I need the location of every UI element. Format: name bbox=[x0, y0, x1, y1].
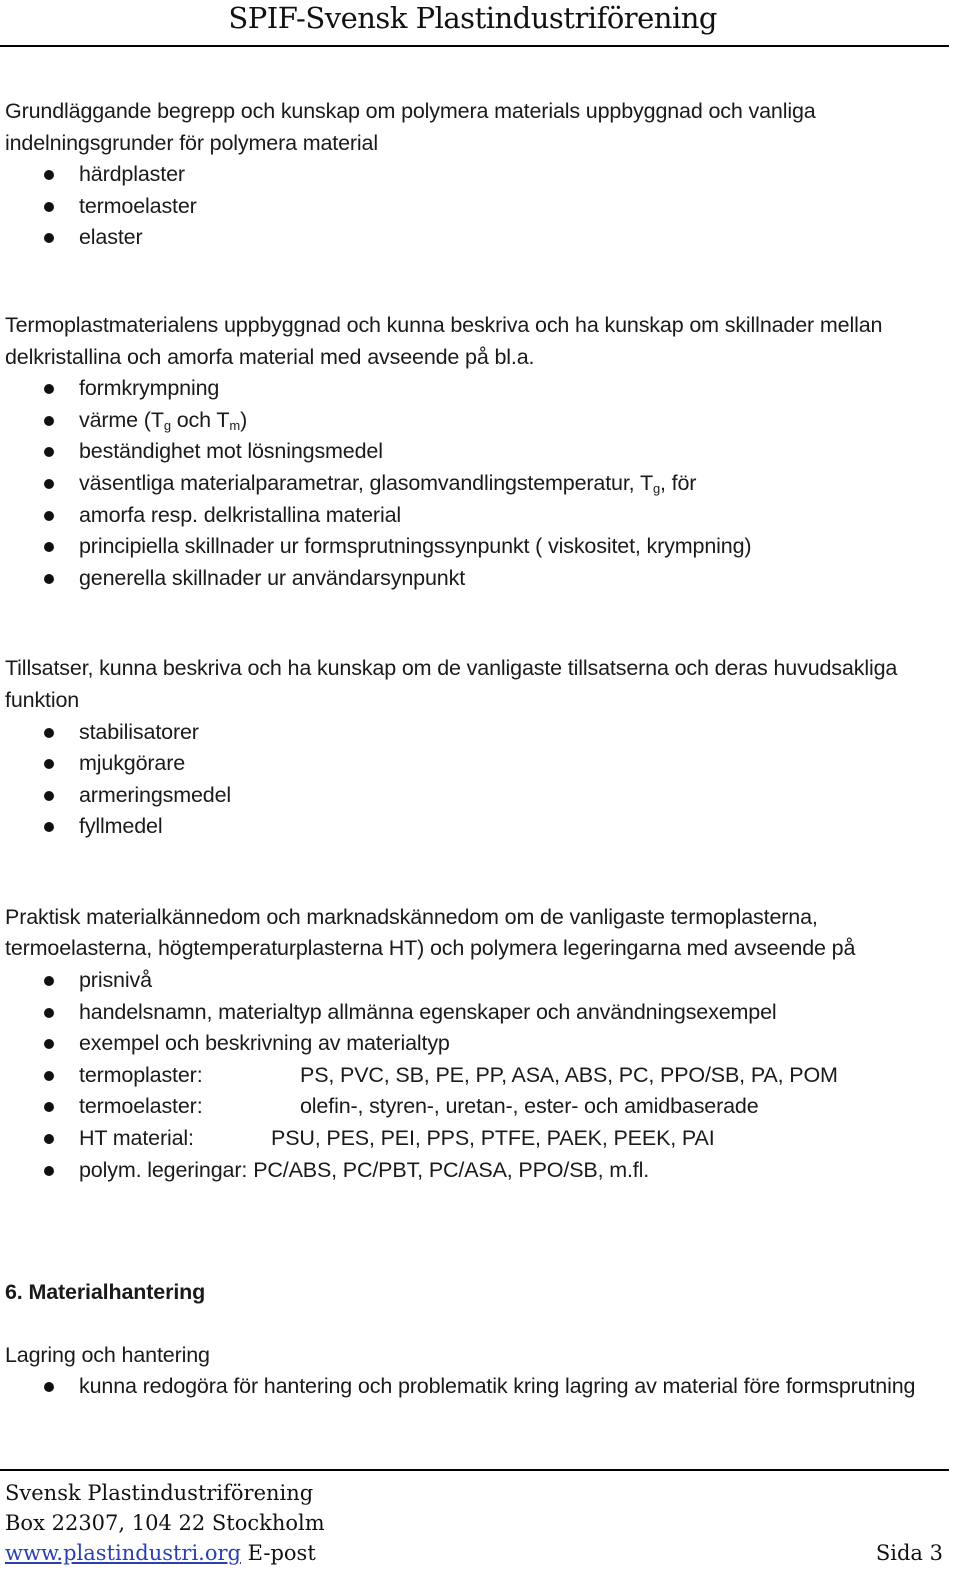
bullet-icon bbox=[44, 976, 54, 986]
list-item: värme ($T_g$ och $T_m$) bbox=[5, 405, 935, 437]
spacer bbox=[5, 843, 935, 902]
bullet-icon bbox=[44, 511, 54, 521]
list-item: generella skillnader ur användarsynpunkt bbox=[5, 563, 935, 595]
material-value: PC/ABS, PC/PBT, PC/ASA, PPO/SB, m.fl. bbox=[253, 1157, 650, 1182]
page-number: Sida 3 bbox=[875, 1541, 943, 1565]
list-item: exempel och beskrivning av materialtyp bbox=[5, 1028, 935, 1060]
section-heading: 6. Materialhantering bbox=[5, 1280, 206, 1305]
list-item: kunna redogöra för hantering och problematik kring lagring av material före formsprutning bbox=[5, 1371, 935, 1403]
list-item: amorfa resp. delkristallina material bbox=[5, 500, 935, 532]
bullet-icon bbox=[44, 1039, 54, 1049]
list-item: väsentliga materialparametrar, glasomvandlingstemperatur, $T_g$, för bbox=[5, 468, 935, 500]
section1-list bbox=[5, 159, 935, 254]
page-header bbox=[0, 0, 949, 47]
list-item: elaster bbox=[5, 222, 935, 254]
section-subheading: Lagring och hantering bbox=[5, 1342, 210, 1367]
bullet-icon bbox=[44, 1102, 54, 1112]
spacer bbox=[5, 1186, 935, 1277]
page-footer bbox=[0, 1469, 949, 1590]
material-key: HT material: bbox=[79, 1126, 194, 1151]
spacer bbox=[5, 1309, 935, 1340]
material-row bbox=[5, 1123, 935, 1155]
footer-contact bbox=[5, 1478, 325, 1568]
spacer bbox=[5, 254, 935, 310]
bullet-icon bbox=[44, 574, 54, 584]
list-item: principiella skillnader ur formsprutningssynpunkt ( viskositet, krympning) bbox=[5, 531, 935, 563]
bullet-icon bbox=[44, 384, 54, 394]
list-item: fyllmedel bbox=[5, 811, 935, 843]
bullet-icon bbox=[44, 416, 54, 426]
section1-intro: Grundläggande begrepp och kunskap om polymera materials uppbyggnad och vanliga indelningsgrunder för polymera material bbox=[5, 99, 816, 155]
bullet-icon bbox=[44, 791, 54, 801]
bullet-icon bbox=[44, 759, 54, 769]
bullet-icon bbox=[44, 542, 54, 552]
bullet-icon bbox=[44, 1134, 54, 1144]
section3-list bbox=[5, 717, 935, 843]
material-row bbox=[5, 1091, 935, 1123]
list-item: armeringsmedel bbox=[5, 780, 935, 812]
email-label: E-post bbox=[240, 1541, 316, 1565]
footer-address: Box 22307, 104 22 Stockholm bbox=[5, 1511, 325, 1535]
bullet-icon bbox=[44, 822, 54, 832]
list-item: härdplaster bbox=[5, 159, 935, 191]
bullet-icon bbox=[44, 728, 54, 738]
list-item: formkrympning bbox=[5, 373, 935, 405]
list-item: beständighet mot lösningsmedel bbox=[5, 436, 935, 468]
material-row bbox=[5, 1155, 935, 1187]
material-row bbox=[5, 1060, 935, 1092]
bullet-icon bbox=[44, 1071, 54, 1081]
bullet-icon bbox=[44, 1166, 54, 1176]
section2-list bbox=[5, 373, 935, 594]
spacer bbox=[5, 594, 935, 653]
bullet-icon bbox=[44, 170, 54, 180]
material-value: PSU, PES, PEI, PPS, PTFE, PAEK, PEEK, PAI bbox=[271, 1126, 715, 1151]
list-item: mjukgörare bbox=[5, 748, 935, 780]
material-key: termoelaster: bbox=[79, 1094, 203, 1119]
document-body bbox=[5, 96, 935, 1403]
material-value: PS, PVC, SB, PE, PP, ASA, ABS, PC, PPO/SB, PA, POM bbox=[300, 1062, 838, 1087]
footer-web-row bbox=[5, 1538, 325, 1568]
bullet-icon bbox=[44, 447, 54, 457]
section2-intro: Termoplastmaterialens uppbyggnad och kunna beskriva och ha kunskap om skillnader mellan delkristallina och amorfa material med avseende på bl.a. bbox=[5, 312, 883, 369]
bullet-icon bbox=[44, 233, 54, 243]
section4-list bbox=[5, 965, 935, 1186]
bullet-icon bbox=[44, 1008, 54, 1018]
section3-intro: Tillsatser, kunna beskriva och ha kunskap om de vanligaste tillsatserna och deras huvudsakliga funktion bbox=[5, 656, 898, 712]
footer-org: Svensk Plastindustriförening bbox=[5, 1481, 314, 1505]
material-key: polym. legeringar: bbox=[79, 1157, 248, 1182]
material-value: olefin-, styren-, uretan-, ester- och amidbaserade bbox=[300, 1094, 759, 1119]
section5-list bbox=[5, 1371, 935, 1403]
header-title: SPIF-Svensk Plastindustriförening bbox=[228, 1, 717, 35]
list-item: prisnivå bbox=[5, 965, 935, 997]
list-item: termoelaster bbox=[5, 191, 935, 223]
website-link[interactable]: www.plastindustri.org bbox=[5, 1541, 241, 1565]
bullet-icon bbox=[44, 479, 54, 489]
list-item: handelsnamn, materialtyp allmänna egenskaper och användningsexempel bbox=[5, 997, 935, 1029]
bullet-icon bbox=[44, 1382, 54, 1392]
section4-intro: Praktisk materialkännedom och marknadskännedom om de vanligaste termoplasterna, termoelasterna, högtemperaturplasterna HT) och polymera legeringarna med avseende på bbox=[5, 904, 856, 961]
bullet-icon bbox=[44, 202, 54, 212]
material-key: termoplaster: bbox=[79, 1062, 203, 1087]
list-item: stabilisatorer bbox=[5, 717, 935, 749]
